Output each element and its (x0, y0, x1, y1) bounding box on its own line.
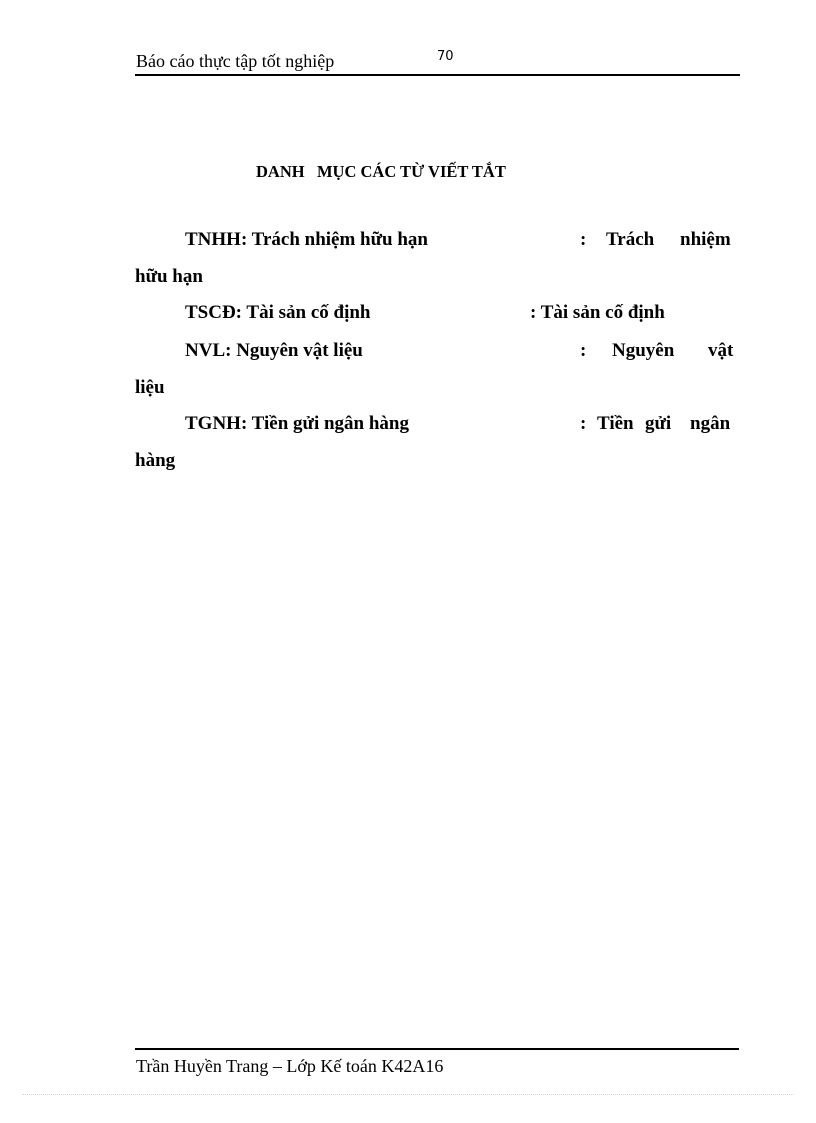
definition-word: nhiệm (680, 229, 731, 250)
definition-continuation: hữu hạn (135, 266, 203, 287)
header-title: Báo cáo thực tập tốt nghiệp (136, 51, 335, 71)
abbreviation-term: TGNH: Tiền gửi ngân hàng (185, 413, 409, 434)
definition-word: Trách (606, 229, 655, 250)
definition-continuation: liệu (135, 377, 165, 398)
definition-word: gửi (645, 413, 672, 434)
document-heading: DANH MỤC CÁC TỪ VIẾT TẮT (256, 162, 506, 181)
abbreviation-term: TNHH: Trách nhiệm hữu hạn (185, 229, 428, 250)
definition-colon: : (580, 229, 587, 250)
definition-text: : Tài sản cố định (530, 302, 665, 323)
definition-word: Tiền (597, 413, 634, 434)
definition-word: Nguyên (612, 340, 675, 361)
definition-colon: : (580, 340, 587, 361)
footer-author-class: Trần Huyền Trang – Lớp Kế toán K42A16 (136, 1056, 444, 1076)
abbreviation-term: TSCĐ: Tài sản cố định (185, 302, 371, 323)
definition-continuation: hàng (135, 450, 176, 471)
abbreviation-entry-tgnh (135, 413, 738, 487)
page-footer (135, 1048, 739, 1076)
abbreviation-term: NVL: Nguyên vật liệu (185, 340, 363, 361)
page-bottom-dotted-border (22, 1094, 794, 1095)
definition-word: ngân (690, 413, 731, 434)
page-number: 70 (437, 49, 454, 64)
abbreviation-entry-tnhh (135, 229, 738, 303)
definition-word: vật (708, 340, 734, 361)
page-header (135, 48, 740, 76)
abbreviation-entry-nvl (135, 340, 738, 414)
abbreviation-entry-tscd (135, 302, 738, 339)
definition-colon: : (580, 413, 587, 434)
